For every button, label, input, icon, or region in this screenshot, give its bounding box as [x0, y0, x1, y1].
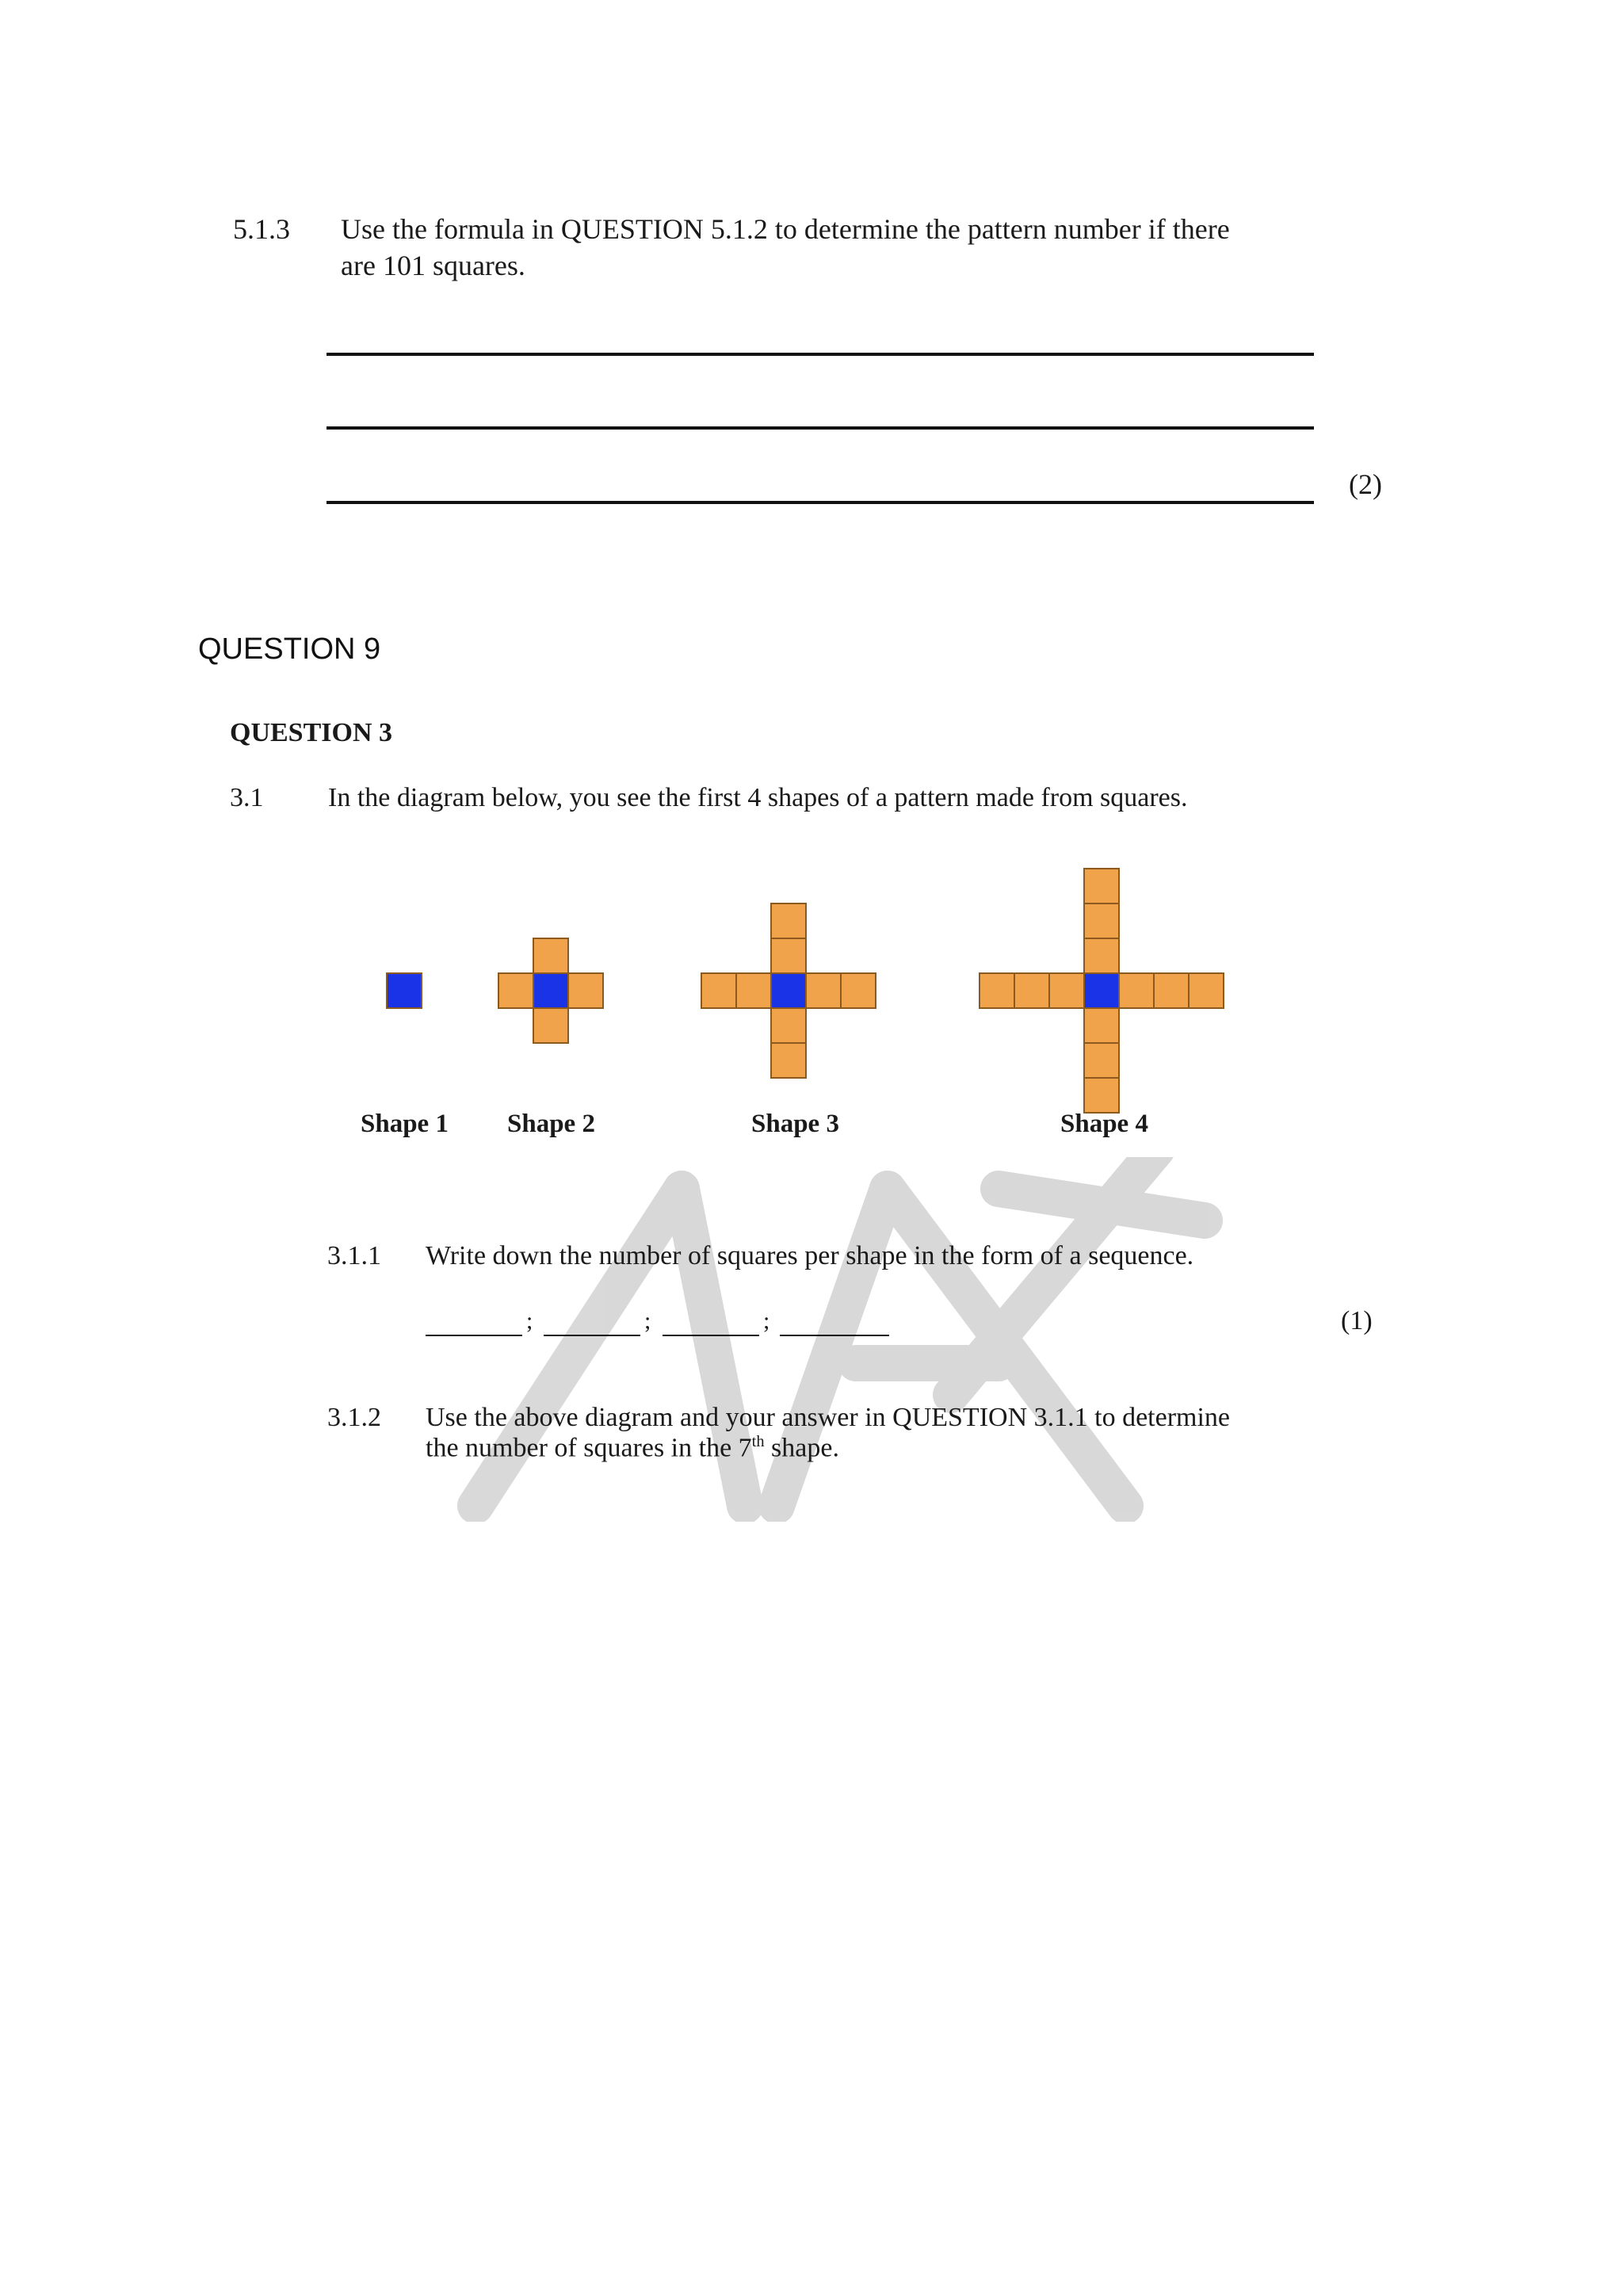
arm-square-down [771, 1043, 806, 1078]
watermark [444, 1157, 1252, 1522]
arm-square-right [1119, 973, 1154, 1008]
question-number-3-1: 3.1 [230, 783, 264, 812]
arm-square-right [568, 973, 603, 1008]
sequence-blank-1[interactable] [426, 1335, 522, 1336]
arm-square-down [771, 1008, 806, 1043]
arm-square-up [1084, 938, 1119, 973]
shape-label-3: Shape 3 [751, 1110, 839, 1138]
arm-square-left [701, 973, 736, 1008]
shape-4 [980, 869, 1224, 1113]
line-2-before: the number of squares in the 7 [426, 1433, 752, 1463]
shape-label-1: Shape 1 [361, 1110, 449, 1138]
arm-square-up [1084, 904, 1119, 938]
question-number-3-1-1: 3.1.1 [327, 1241, 381, 1270]
marks-5-1-3: (2) [1349, 468, 1382, 500]
arm-square-right [1154, 973, 1189, 1008]
arm-square-up [1084, 869, 1119, 904]
line-2-after: shape. [764, 1433, 839, 1463]
center-square [1084, 973, 1119, 1008]
arm-square-down [1084, 1008, 1119, 1043]
question-number-5-1-3: 5.1.3 [233, 213, 290, 245]
arm-square-right [1189, 973, 1224, 1008]
question-text-3-1-2-line-2 [426, 1433, 839, 1463]
marks-3-1-1: (1) [1341, 1306, 1373, 1335]
ordinal-suffix: th [751, 1433, 765, 1450]
question-number-3-1-2: 3.1.2 [327, 1403, 381, 1432]
question-3-heading: QUESTION 3 [230, 718, 392, 747]
question-text-3-1: In the diagram below, you see the first 4 shapes of a pattern made from squares. [328, 783, 1188, 812]
question-9-heading: QUESTION 9 [198, 632, 381, 666]
sequence-blank-4[interactable] [780, 1335, 889, 1336]
answer-line-1[interactable] [327, 353, 1314, 356]
sequence-separator-1: ; [526, 1308, 533, 1334]
shape-label-2: Shape 2 [507, 1110, 595, 1138]
answer-line-3[interactable] [327, 501, 1314, 504]
center-square [771, 973, 806, 1008]
question-text-3-1-2-line-1: Use the above diagram and your answer in QUESTION 3.1.1 to determine [426, 1403, 1231, 1432]
shape-1 [387, 973, 422, 1008]
sequence-blank-3[interactable] [663, 1335, 759, 1336]
arm-square-up [771, 904, 806, 938]
sequence-separator-2: ; [644, 1308, 651, 1334]
question-text-line-1: Use the formula in QUESTION 5.1.2 to determine the pattern number if there [341, 213, 1230, 245]
watermark-graphic [444, 1157, 1252, 1522]
arm-square-left [980, 973, 1014, 1008]
arm-square-down [1084, 1078, 1119, 1113]
answer-line-2[interactable] [327, 426, 1314, 430]
arm-square-right [806, 973, 841, 1008]
arm-square-down [1084, 1043, 1119, 1078]
arm-square-right [841, 973, 876, 1008]
arm-square-down [533, 1008, 568, 1043]
shape-label-4: Shape 4 [1060, 1110, 1148, 1138]
arm-square-up [771, 938, 806, 973]
shape-2 [498, 938, 603, 1043]
sequence-blank-2[interactable] [544, 1335, 640, 1336]
center-square [387, 973, 422, 1008]
arm-square-up [533, 938, 568, 973]
arm-square-left [1049, 973, 1084, 1008]
sequence-separator-3: ; [763, 1308, 770, 1334]
question-text-3-1-1: Write down the number of squares per shape in the form of a sequence. [426, 1241, 1194, 1270]
arm-square-left [1014, 973, 1049, 1008]
question-text-line-2: are 101 squares. [341, 250, 525, 281]
arm-square-left [736, 973, 771, 1008]
arm-square-left [498, 973, 533, 1008]
shape-3 [701, 904, 876, 1078]
center-square [533, 973, 568, 1008]
